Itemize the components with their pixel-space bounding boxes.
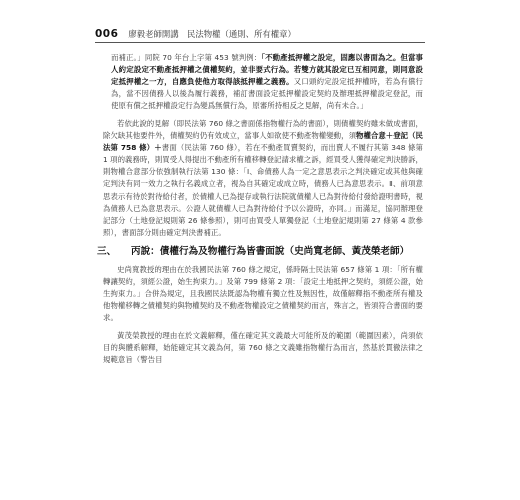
bold-text-run: 「不動產抵押權之設定，固應以書面為之。但當事人約定設定不動產抵押權之債權契約，並非要式行為。若雙方就其設定已互相同意，則同意設定抵押權之一方，自應負使他方取得該抵押權之義務。 bbox=[111, 53, 423, 87]
running-title: 廖毅老師開講 民法物權（通則、所有權章） bbox=[128, 29, 296, 39]
paragraph bbox=[103, 118, 423, 238]
text-run: 若依此說的見解（即民法第 760 條之書面係指物權行為的書面），則債權契約雖未做成書面，除欠缺其他要件外，債權契約仍有效成立，當事人如欲使不動產物權變動，須 bbox=[103, 119, 423, 141]
page-number: 006 bbox=[95, 28, 119, 40]
page-body bbox=[97, 52, 423, 366]
section-number: 三、 bbox=[97, 245, 117, 257]
text-run: 又口頭約定設定抵押權時，若為有償行為，當不因債務人以後為履行義務，補訂書面設定抵押權設定契約及辦理抵押權設定登記，而使原有償之抵押權設定行為變爲無償行為，原審所持相反之見解，尚有未合。」 bbox=[111, 77, 423, 111]
text-run: 而補正。」同院 70 年台上字第 453 號判例： bbox=[111, 53, 262, 62]
text-run: 書面（民法第 760 條），若在不動產買賣契約，而出賣人不履行其第 348 條第 1 項的義務時，則買受人得提出不動產所有權移轉登記請求權之訴，經買受人獲得確定判決勝訴，則物權合意部分依強制執行法第 130 條：「Ⅰ、命債務人為一定之意思表示之判決確定或其他與確定判決有同一效力之執行名義成立者，視為自其確定或成立時，債務人已為意思表示。Ⅱ、前項意思表示有待於對待給付者，於債權人已為提存或執行法院就債權人已為對待給付發給證明書時，視為債務人已為意思表示。公證人就債權人已為對待給付予以公證時，亦同。」而滿足，協同辦理登記部分（土地登記規則第 26 條參照），則可由買受人單獨登記（土地登記規則第 27 條第 4 款參照），書面部分則由確定判決書補正。 bbox=[103, 143, 423, 237]
paragraph-quote bbox=[111, 52, 423, 112]
section-title: 丙說：債權行為及物權行為皆書面說（史尚寬老師、黃茂榮老師） bbox=[131, 245, 410, 257]
page-header bbox=[95, 22, 425, 43]
bold-text-run: 物權合意＋登記（民法第 758 條）＋ bbox=[103, 131, 423, 153]
paragraph: 史尚寬教授的理由在於我國民法第 760 條之規定，係時隔士民法第 657 條第 1 項：「所有權轉讓契約，須經公證，始生拘束力。」及第 799 條第 2 項：「設定土地抵押之契約，須經公證，始生拘束力。」合併為規定，且我國民法既認為物權有獨立性及無因性，故僅解釋指不動產所有權及他物權移轉之債權契約與物權契約及不動產物權設定之債權契約而言，殊言之，皆須符合書面的要求。 bbox=[103, 264, 423, 322]
section-heading bbox=[97, 245, 423, 258]
paragraph: 黃茂榮教授的理由在於文義解釋，僅在確定其文義最大可能所及的範圍（範圍因素），尚須依目的與體系解釋，始能確定其文義為何，第 760 條之文義雖指物權行為而言，然基於貫徹法律之規範意旨（警告目 bbox=[103, 330, 423, 365]
